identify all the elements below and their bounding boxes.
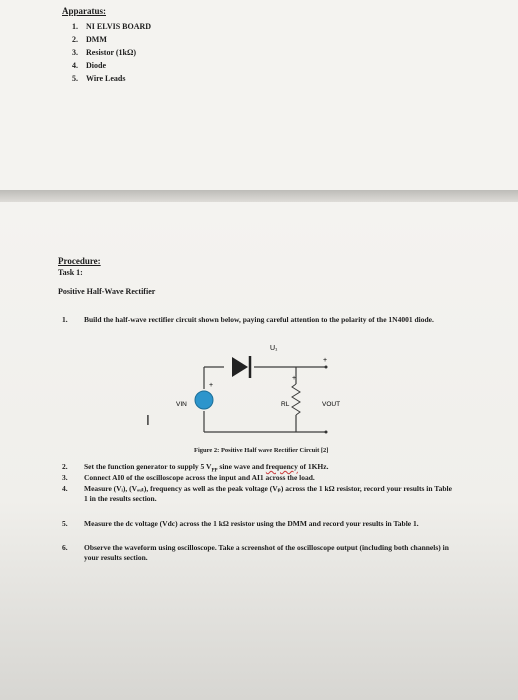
document-page-1 bbox=[0, 0, 518, 191]
procedure-step-3: 3. Connect AI0 of the oscilloscope across the input and AI1 across the load. bbox=[62, 473, 315, 482]
spellcheck-word[interactable]: frequency bbox=[265, 462, 298, 471]
resistor-label: RL bbox=[281, 401, 290, 408]
source-plus-sign: + bbox=[209, 382, 214, 389]
procedure-heading: Procedure: bbox=[58, 256, 101, 266]
text-cursor-icon: I bbox=[146, 414, 150, 429]
procedure-step-2: 2. Set the function generator to supply 5 $V_{PP}$ sine wave and frequency of 1KHz. bbox=[62, 462, 329, 474]
resistor-plus-sign: + bbox=[292, 375, 297, 382]
apparatus-list bbox=[72, 20, 151, 85]
page-gap bbox=[0, 190, 518, 202]
procedure-step-4: 4. Measure (Vᵢ), (Vₒᵤₜ), frequency as well as the peak voltage (Vₚ) across the 1 kΩ resistor, record your results in Table 1 in the results section. bbox=[62, 484, 452, 503]
list-item: 2. DMM bbox=[72, 35, 107, 44]
list-item: 4. Diode bbox=[72, 61, 106, 70]
section-title: Positive Half-Wave Rectifier bbox=[58, 287, 156, 296]
task-label: Task 1: bbox=[58, 268, 83, 277]
source-label: VIN bbox=[176, 401, 187, 408]
figure-caption: Figure 2: Positive Half wave Rectifier Circuit [2] bbox=[194, 447, 329, 454]
list-item: 3. Resistor (1kΩ) bbox=[72, 48, 137, 57]
output-label: VOUT bbox=[322, 401, 341, 408]
apparatus-heading: Apparatus: bbox=[62, 6, 107, 16]
procedure-step-6: 6. Observe the waveform using oscilloscope. Take a screenshot of the oscilloscope output (including both channels) in your results section. bbox=[62, 543, 449, 562]
output-plus-sign: + bbox=[323, 357, 328, 364]
procedure-step-1: 1. Build the half-wave rectifier circuit shown below, paying careful attention to the polarity of the 1N4001 diode. bbox=[62, 315, 434, 324]
list-item: 1. NI ELVIS BOARD bbox=[72, 22, 152, 31]
circuit-diagram bbox=[166, 340, 366, 446]
list-item: 5. Wire Leads bbox=[72, 74, 126, 83]
diode-label: U₁ bbox=[270, 345, 278, 352]
procedure-step-5: 5. Measure the dc voltage (Vdc) across the 1 kΩ resistor using the DMM and record your results in Table 1. bbox=[62, 519, 419, 528]
ac-source-icon bbox=[195, 391, 213, 409]
diode-icon bbox=[232, 357, 248, 377]
